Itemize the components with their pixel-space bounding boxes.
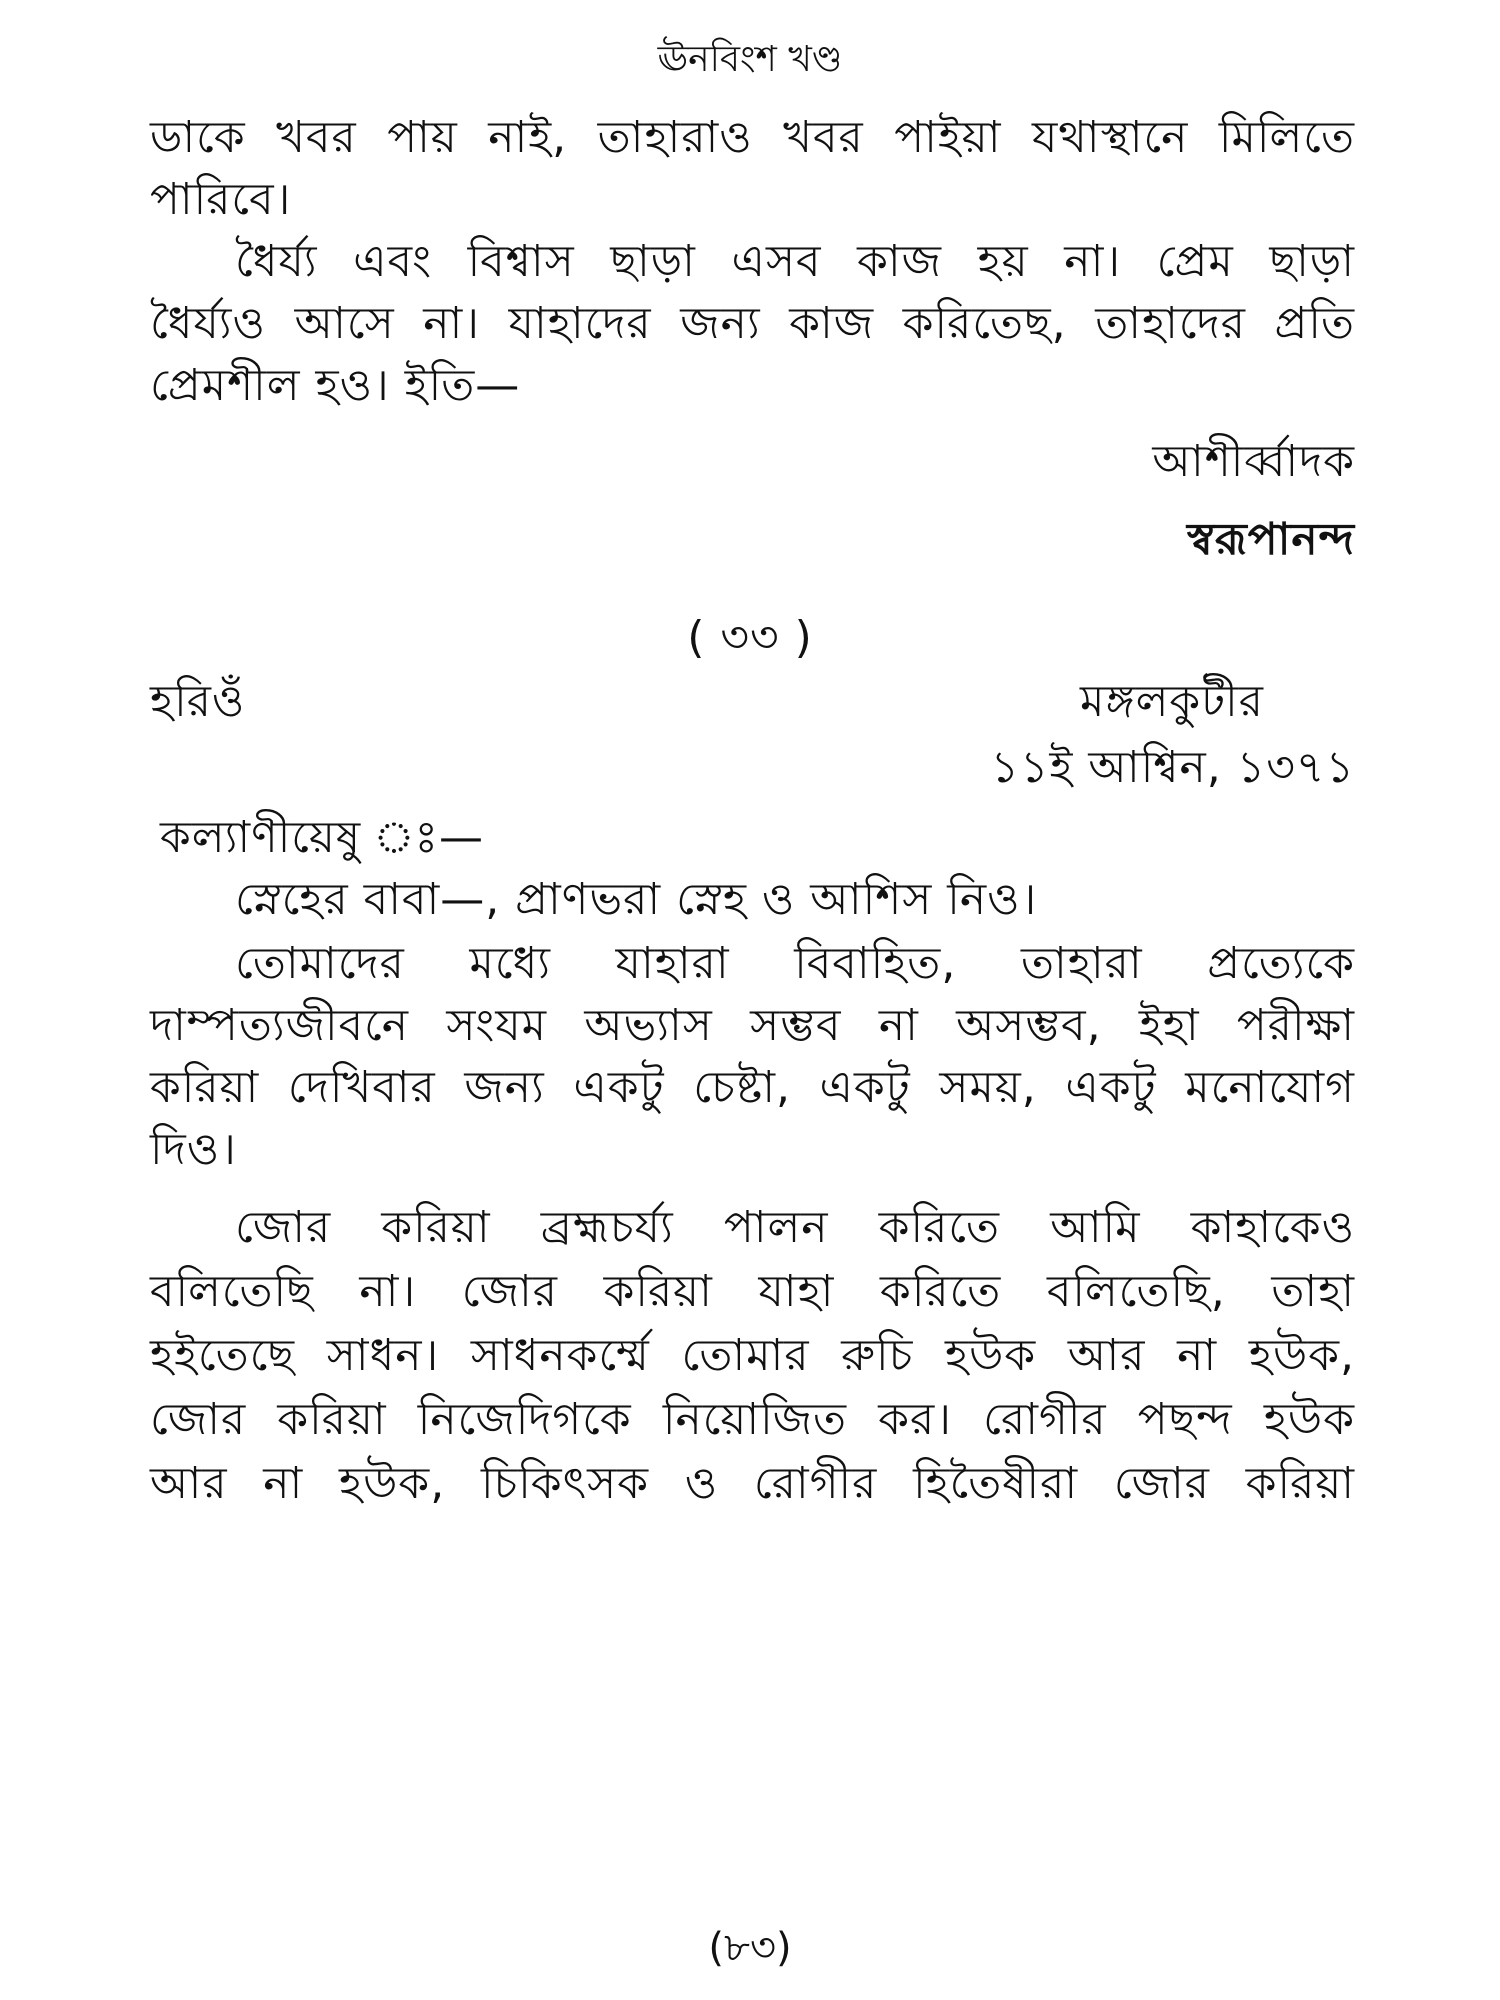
- salutation-top: হরিওঁ: [150, 676, 246, 727]
- text-line: প্রেমশীল হও। ইতি—: [150, 360, 521, 411]
- text-line: জোর করিয়া নিজেদিগকে নিয়োজিত কর। রোগীর পছন্দ হউক: [150, 1394, 1355, 1445]
- text-line: ধৈর্য্য এবং বিশ্বাস ছাড়া এসব কাজ হয় না। প্রেম ছাড়া: [235, 236, 1355, 287]
- text-line: দিও।: [150, 1124, 237, 1175]
- text-line: করিয়া দেখিবার জন্য একটু চেষ্টা, একটু সময়, একটু মনোযোগ: [150, 1062, 1355, 1113]
- letter-address: কল্যাণীয়েষু ঃ—: [160, 812, 484, 863]
- text-line: পারিবে।: [150, 174, 292, 225]
- page-number: (৮৩): [708, 1925, 792, 1971]
- text-line: দাম্পত্যজীবনে সংযম অভ্যাস সম্ভব না অসম্ভব, ইহা পরীক্ষা: [150, 1000, 1355, 1051]
- text-line: ধৈর্য্যও আসে না। যাহাদের জন্য কাজ করিতেছ, তাহাদের প্রতি: [150, 298, 1355, 349]
- letter-place: মঙ্গলকুটীর: [1080, 676, 1264, 727]
- text-line: তোমাদের মধ্যে যাহারা বিবাহিত, তাহারা প্রত্যেকে: [235, 938, 1355, 989]
- closing: আশীর্ব্বাদক: [1152, 436, 1355, 487]
- letter-date: ১১ই আশ্বিন, ১৩৭১: [990, 742, 1355, 793]
- signature: স্বরূপানন্দ: [1186, 514, 1355, 565]
- letter-number: ( ৩৩ ): [687, 612, 813, 663]
- text-line: হইতেছে সাধন। সাধনকর্ম্মে তোমার রুচি হউক আর না হউক,: [150, 1330, 1355, 1381]
- text-line: ডাকে খবর পায় নাই, তাহারাও খবর পাইয়া যথাস্থানে মিলিতে: [150, 112, 1355, 163]
- text-line: বলিতেছি না। জোর করিয়া যাহা করিতে বলিতেছি, তাহা: [150, 1266, 1355, 1317]
- letter-greeting: স্নেহের বাবা—, প্রাণভরা স্নেহ ও আশিস নিও।: [235, 874, 1038, 925]
- running-header: ঊনবিংশ খণ্ড: [657, 39, 843, 80]
- text-line: আর না হউক, চিকিৎসক ও রোগীর হিতৈষীরা জোর করিয়া: [150, 1458, 1355, 1509]
- text-line: জোর করিয়া ব্রহ্মচর্য্য পালন করিতে আমি কাহাকেও: [235, 1202, 1355, 1253]
